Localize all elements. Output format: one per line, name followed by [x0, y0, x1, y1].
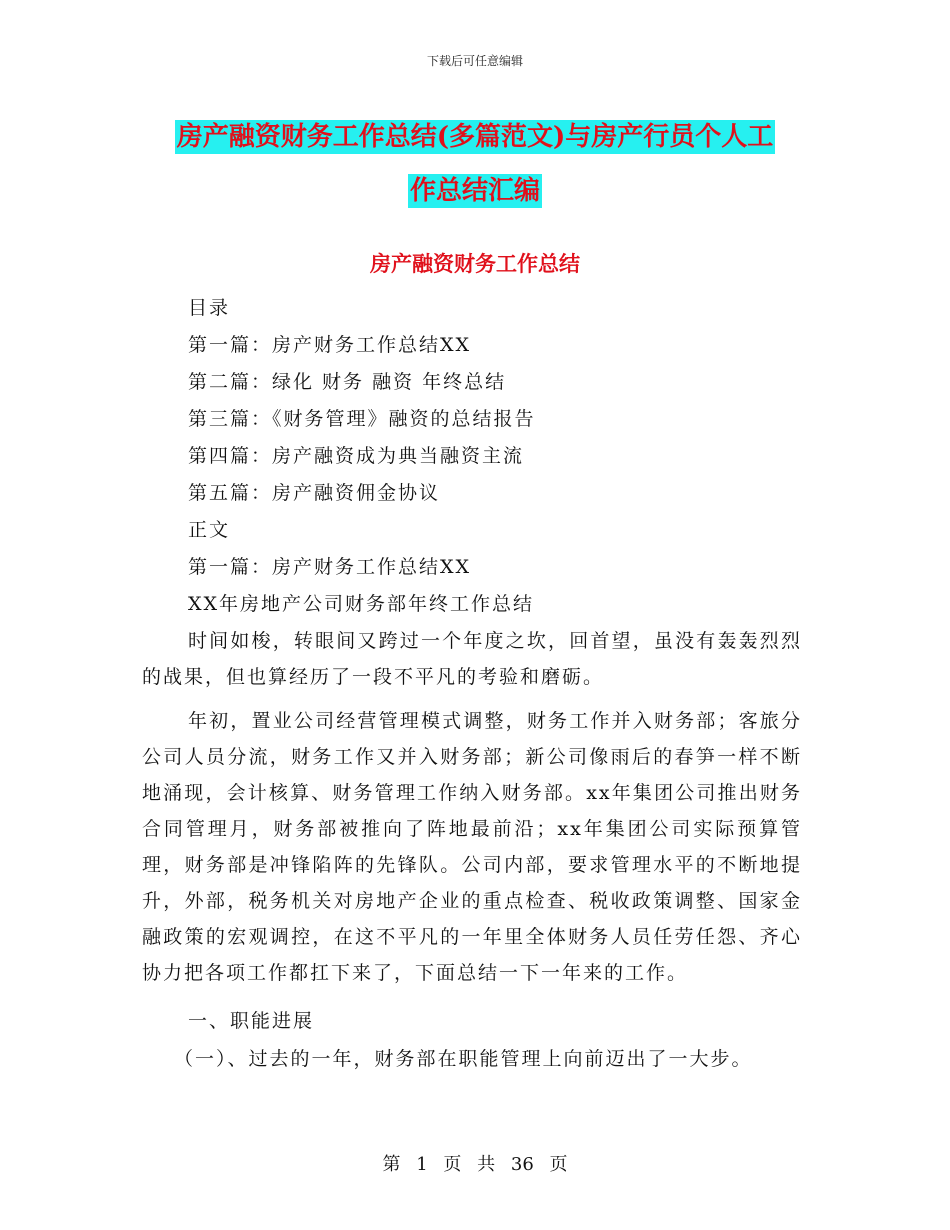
document-title-line-1: 房产融资财务工作总结(多篇范文)与房产行员个人工: [176, 122, 774, 152]
report-title: XX年房地产公司财务部年终工作总结: [188, 593, 535, 615]
page-label-mid1: 页: [443, 1154, 462, 1175]
document-title-line-2: 作总结汇编: [409, 176, 540, 206]
page-label-prefix: 第: [382, 1154, 401, 1175]
page-label-suffix: 页: [549, 1154, 568, 1175]
body-paragraph: 年初，置业公司经营管理模式调整，财务工作并入财务部；客旅分公司人员分流，财务工作又并入财务部；新公司像雨后的春笋一样不断地涌现，会计核算、财务管理工作纳入财务部。xx年集团公司推出财务合同管理月，财务部被推向了阵地最前沿；xx年集团公司实际预算管理，财务部是冲锋陷阵的先锋队。公司内部，要求管理水平的不断地提升，外部，税务机关对房地产企业的重点检查、税收政策调整、国家金融政策的宏观调控，在这不平凡的一年里全体财务人员任劳任怨、齐心协力把各项工作都扛下来了，下面总结一下一年来的工作。: [142, 710, 802, 984]
toc-item: 第一篇：房产财务工作总结XX: [188, 334, 472, 356]
body-heading: 正文: [188, 519, 231, 541]
total-pages: 36: [510, 1154, 534, 1175]
page-footer: [0, 1152, 950, 1178]
toc-heading: 目录: [188, 297, 231, 319]
body-paragraph: 时间如梭，转眼间又跨过一个年度之坎，回首望，虽没有轰轰烈烈的战果，但也算经历了一段不平凡的考验和磨砺。: [142, 630, 802, 688]
subheading-2: （一）、过去的一年，财务部在职能管理上向前迈出了一大步。: [174, 1048, 753, 1070]
document-body: [142, 290, 802, 1079]
page-label-mid2: 共: [477, 1154, 496, 1175]
toc-item: 第四篇：房产融资成为典当融资主流: [188, 445, 525, 467]
section-title: 房产融资财务工作总结: [370, 251, 580, 276]
toc-item: 第二篇：绿化 财务 融资 年终总结: [188, 371, 507, 393]
chapter-title: 第一篇：房产财务工作总结XX: [188, 556, 472, 578]
page-header-note: 下载后可任意编辑: [426, 54, 523, 68]
subheading: 一、职能进展: [188, 1010, 315, 1032]
toc-item: 第三篇：《财务管理》融资的总结报告: [188, 408, 536, 430]
page-number: 1: [416, 1154, 428, 1175]
toc-item: 第五篇：房产融资佣金协议: [188, 482, 441, 504]
document-title: [0, 110, 950, 218]
